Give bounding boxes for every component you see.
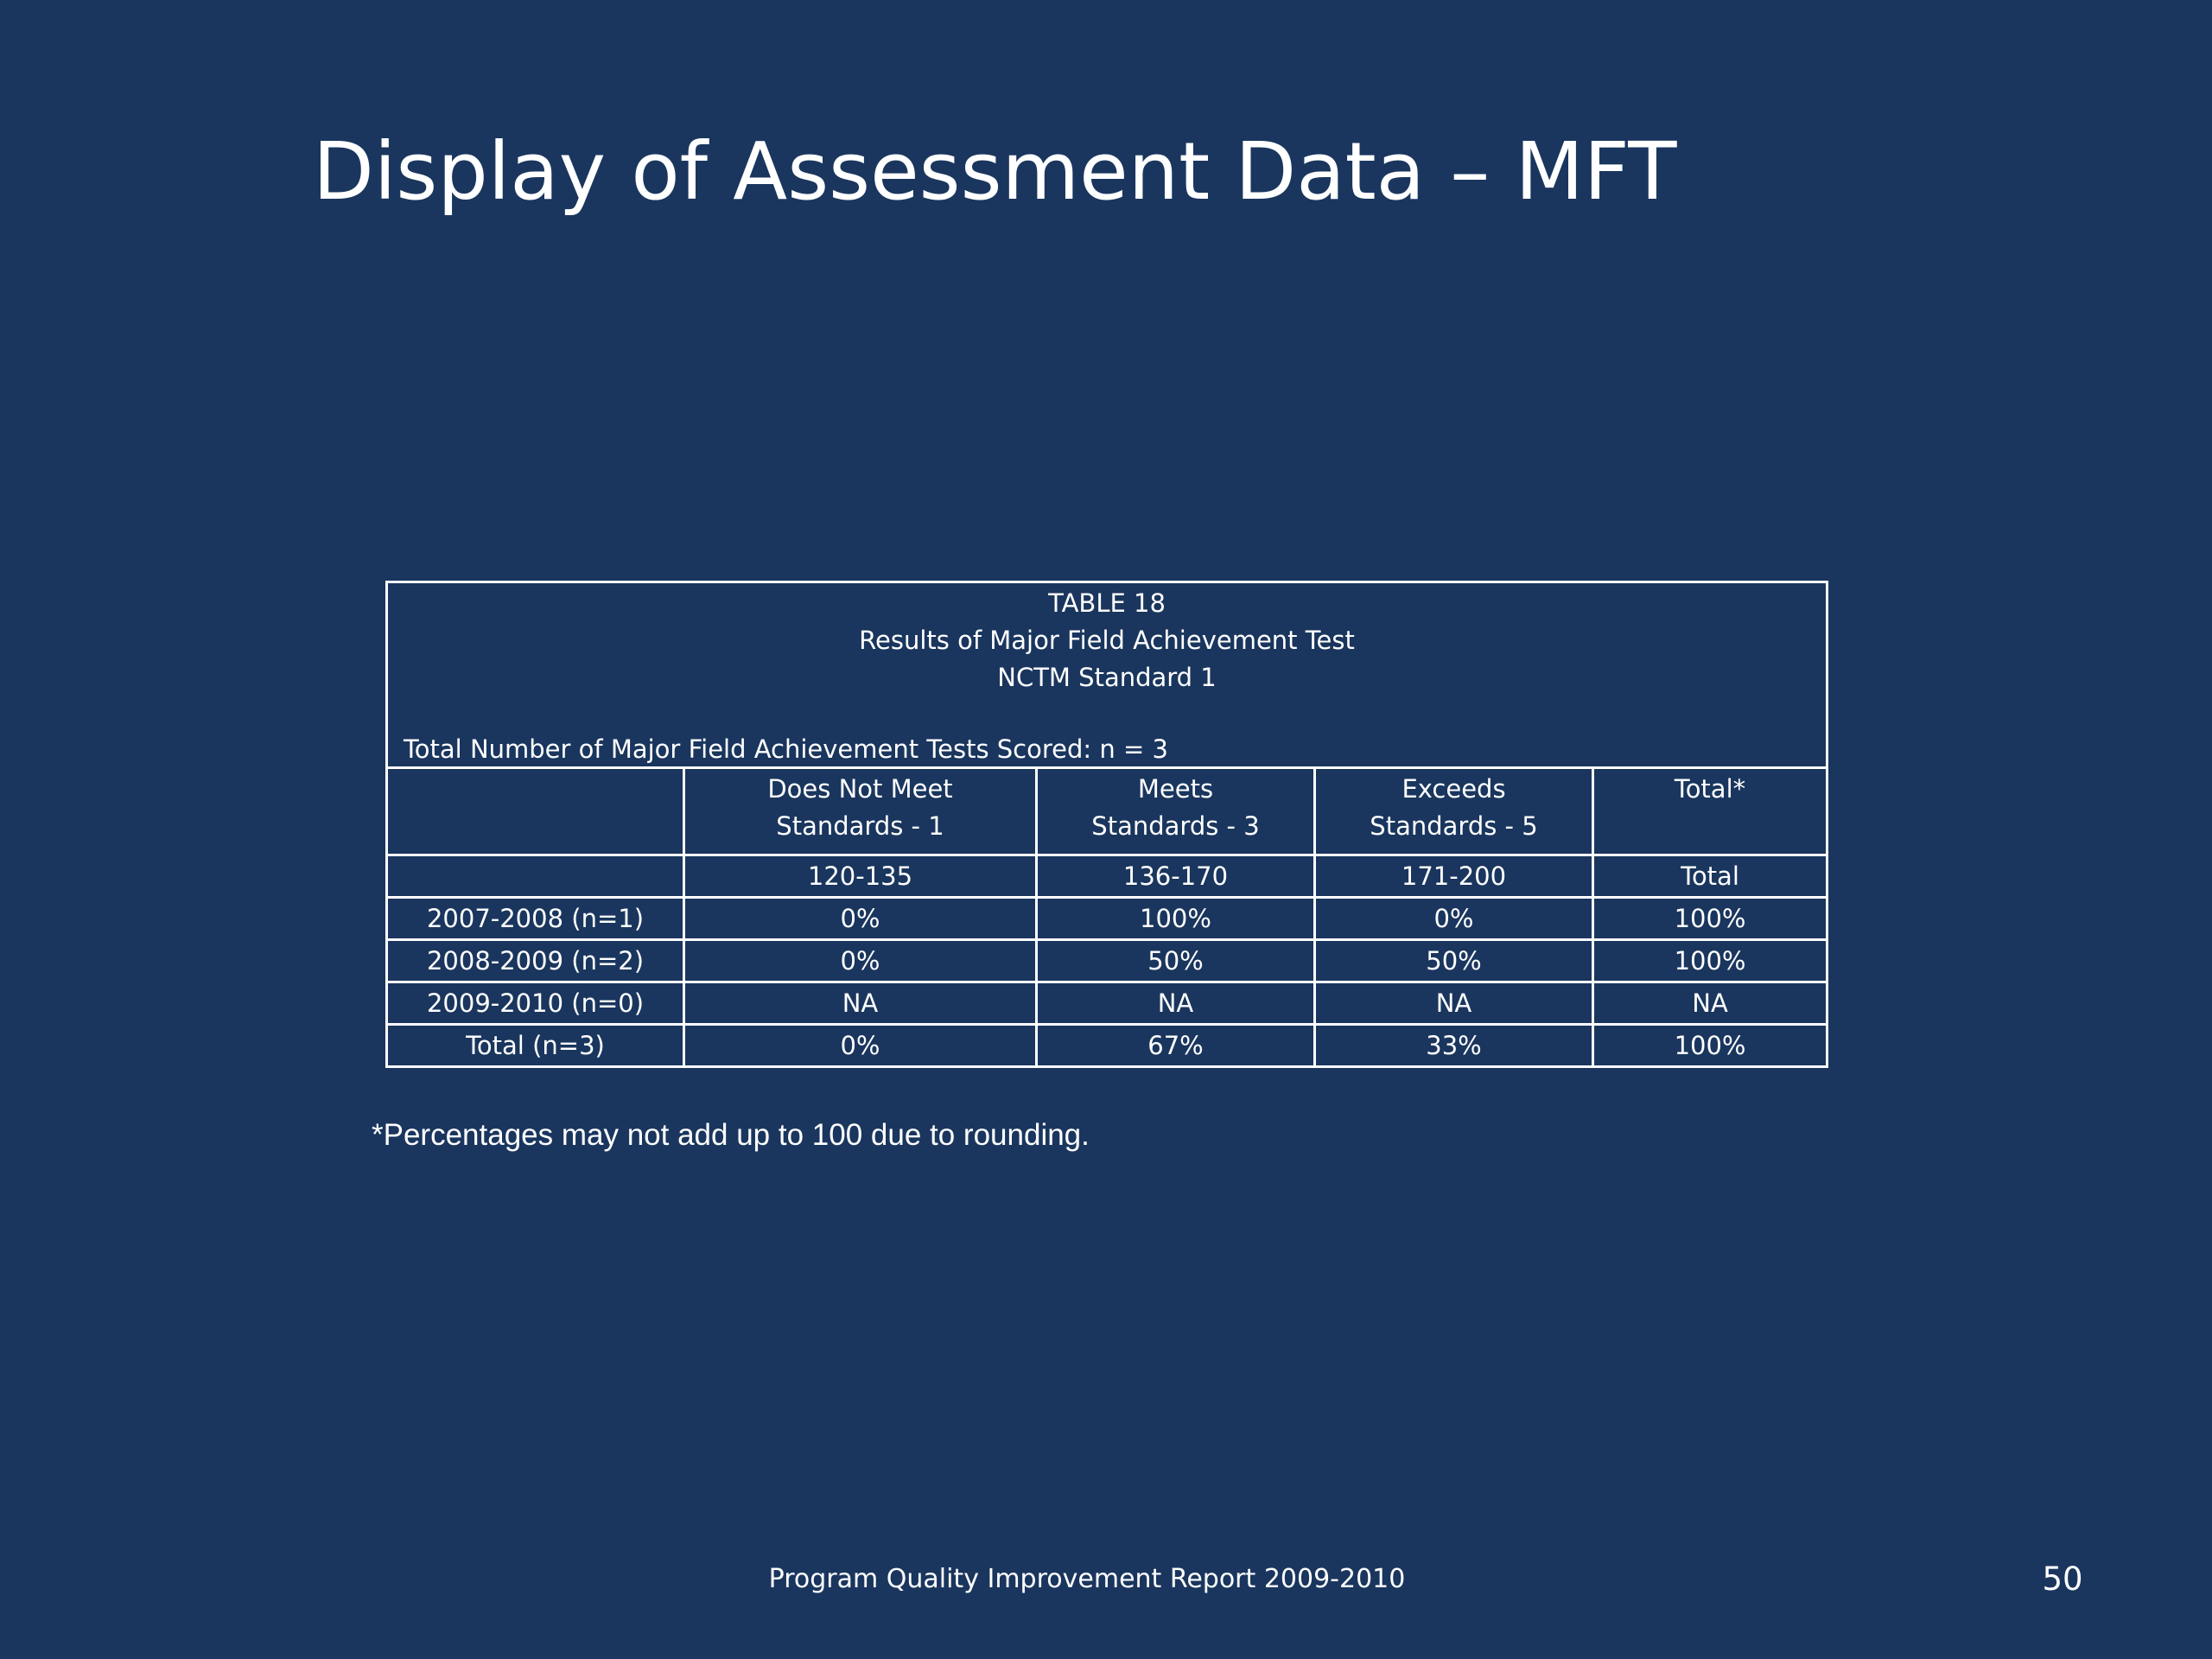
table-cell: 100% [1593, 940, 1827, 982]
header-line: Does Not Meet [767, 774, 953, 804]
header-cell-blank [387, 768, 684, 855]
table-cell: 100% [1593, 1025, 1827, 1067]
table-cell: 0% [684, 898, 1037, 940]
table-cell: 2008-2009 (n=2) [387, 940, 684, 982]
table-cell: 120-135 [684, 855, 1037, 898]
page-number: 50 [2042, 1560, 2083, 1598]
table-cell: Total [1593, 855, 1827, 898]
table-cell: 67% [1037, 1025, 1315, 1067]
header-cell-total [1593, 768, 1827, 855]
table-cell: 50% [1315, 940, 1593, 982]
table-row [387, 898, 1827, 940]
table-header-row [387, 768, 1827, 855]
table-cell: 136-170 [1037, 855, 1315, 898]
table-footnote: *Percentages may not add up to 100 due to rounding. [372, 1118, 1090, 1152]
table-cell: 2007-2008 (n=1) [387, 898, 684, 940]
table-cell: Total (n=3) [387, 1025, 684, 1067]
header-line: Total* [1674, 774, 1746, 804]
slide-footer: Program Quality Improvement Report 2009-2010 [768, 1564, 1406, 1594]
table-row [387, 940, 1827, 982]
assessment-table-container [385, 581, 1826, 1068]
table-cell: 33% [1315, 1025, 1593, 1067]
table-row [387, 855, 1827, 898]
header-line: Standards - 1 [776, 811, 944, 841]
header-cell-exceeds [1315, 768, 1593, 855]
table-cell: 100% [1593, 898, 1827, 940]
table-count-line: Total Number of Major Field Achievement Tests Scored: n = 3 [404, 734, 1168, 764]
header-cell-does-not-meet [684, 768, 1037, 855]
table-cell: NA [1593, 982, 1827, 1025]
table-number: TABLE 18 [1048, 588, 1166, 618]
table-caption [387, 582, 1827, 768]
table-cell: 50% [1037, 940, 1315, 982]
header-line: Standards - 5 [1370, 811, 1538, 841]
table-cell: 0% [684, 1025, 1037, 1067]
table-cell: NA [1315, 982, 1593, 1025]
table-cell: 0% [684, 940, 1037, 982]
table-row [387, 982, 1827, 1025]
caption-spacer [404, 696, 1810, 732]
table-caption-row [387, 582, 1827, 768]
table-row [387, 1025, 1827, 1067]
header-line: Meets [1137, 774, 1214, 804]
assessment-table [385, 581, 1828, 1068]
header-cell-meets [1037, 768, 1315, 855]
table-cell: 2009-2010 (n=0) [387, 982, 684, 1025]
slide-title: Display of Assessment Data – MFT [313, 125, 1677, 218]
table-cell [387, 855, 684, 898]
table-cell: NA [1037, 982, 1315, 1025]
table-cell: 0% [1315, 898, 1593, 940]
table-cell: 100% [1037, 898, 1315, 940]
table-cell: 171-200 [1315, 855, 1593, 898]
table-subtitle: NCTM Standard 1 [997, 663, 1217, 692]
header-line: Exceeds [1402, 774, 1506, 804]
table-title: Results of Major Field Achievement Test [859, 626, 1355, 655]
table-cell: NA [684, 982, 1037, 1025]
header-line: Standards - 3 [1091, 811, 1260, 841]
